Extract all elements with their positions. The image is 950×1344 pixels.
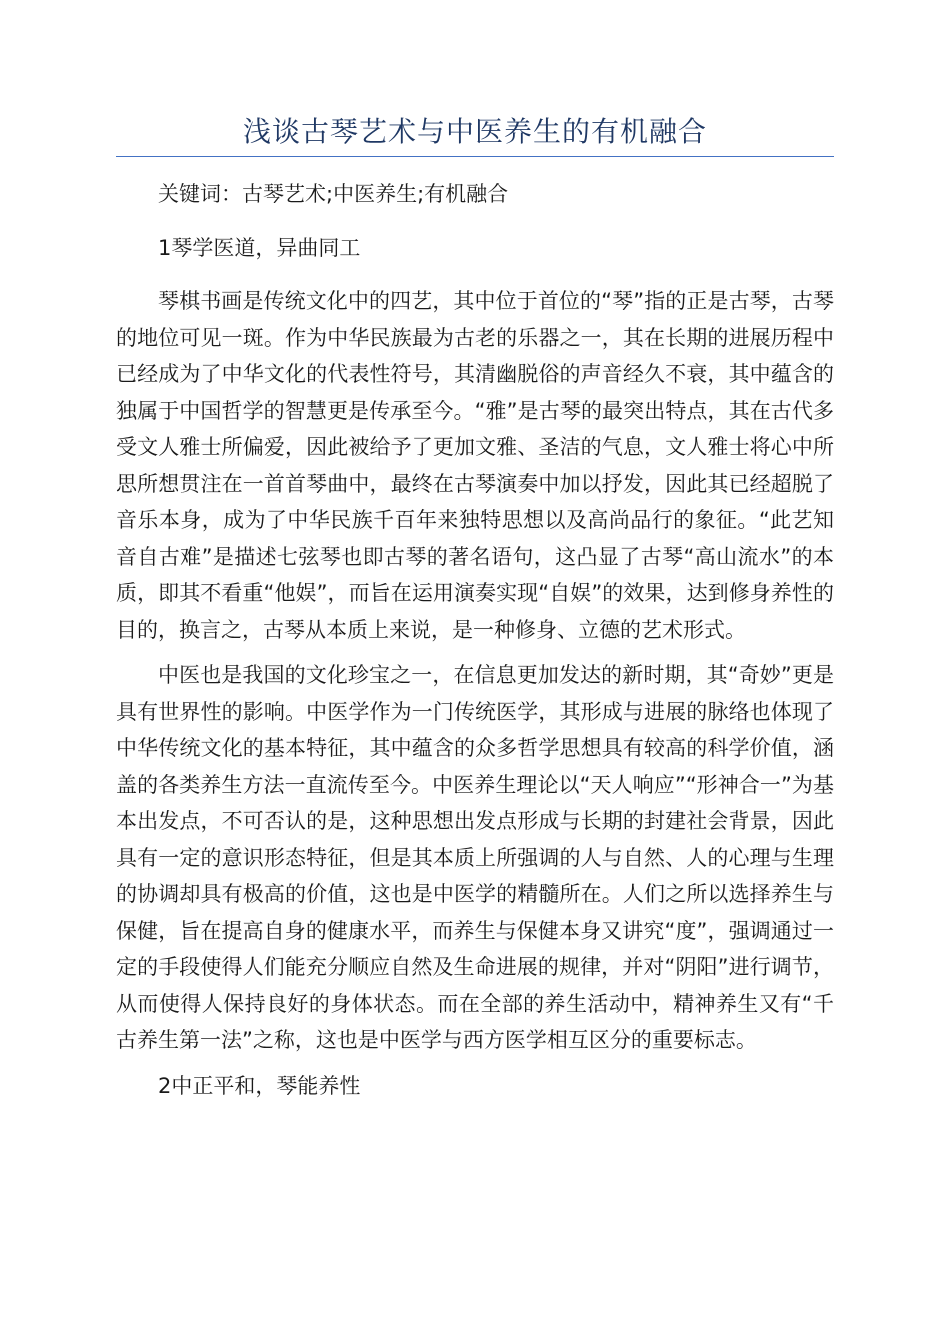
keywords-line: 关键词：古琴艺术;中医养生;有机融合 xyxy=(158,182,509,206)
paragraph-2: 中医也是我国的文化珍宝之一，在信息更加发达的新时期，其“奇妙”更是具有世界性的影响。中医学作为一门传统医学，其形成与进展的脉络也体现了中华传统文化的基本特征，其中蕴含的众多哲学思想具有较高的科学价值，涵盖的各类养生方法一直流传至今。中医养生理论以“天人响应”“形神合一”为基本出发点，不可否认的是，这种思想出发点形成与长期的封建社会背景，因此具有一定的意识形态特征，但是其本质上所强调的人与自然、人的心理与生理的协调却具有极高的价值，这也是中医学的精髓所在。人们之所以选择养生与保健，旨在提高自身的健康水平，而养生与保健本身又讲究“度”，强调通过一定的手段使得人们能充分顺应自然及生命进展的规律，并对“阴阳”进行调节，从而使得人保持良好的身体状态。而在全部的养生活动中，精神养生又有“千古养生第一法”之称，这也是中医学与西方医学相互区分的重要标志。 xyxy=(116,663,834,1052)
section-heading-2: 2中正平和，琴能养性 xyxy=(158,1073,361,1098)
document-body xyxy=(116,176,834,1121)
paragraph-1: 琴棋书画是传统文化中的四艺，其中位于首位的“琴”指的正是古琴，古琴的地位可见一斑。作为中华民族最为古老的乐器之一，其在长期的进展历程中已经成为了中华文化的代表性符号，其清幽脱俗的声音经久不衰，其中蕴含的独属于中国哲学的智慧更是传承至今。“雅”是古琴的最突出特点，其在古代多受文人雅士所偏爱，因此被给予了更加文雅、圣洁的气息，文人雅士将心中所思所想贯注在一首首琴曲中，最终在古琴演奏中加以抒发，因此其已经超脱了音乐本身，成为了中华民族千百年来独特思想以及高尚品行的象征。“此艺知音自古难”是描述七弦琴也即古琴的著名语句，这凸显了古琴“高山流水”的本质，即其不看重“他娱”，而旨在运用演奏实现“自娱”的效果，达到修身养性的目的，换言之，古琴从本质上来说，是一种修身、立德的艺术形式。 xyxy=(116,289,834,642)
section-heading-1: 1琴学医道，异曲同工 xyxy=(158,235,361,260)
document-title: 浅谈古琴艺术与中医养生的有机融合 xyxy=(242,115,707,148)
title-underline xyxy=(116,156,834,157)
